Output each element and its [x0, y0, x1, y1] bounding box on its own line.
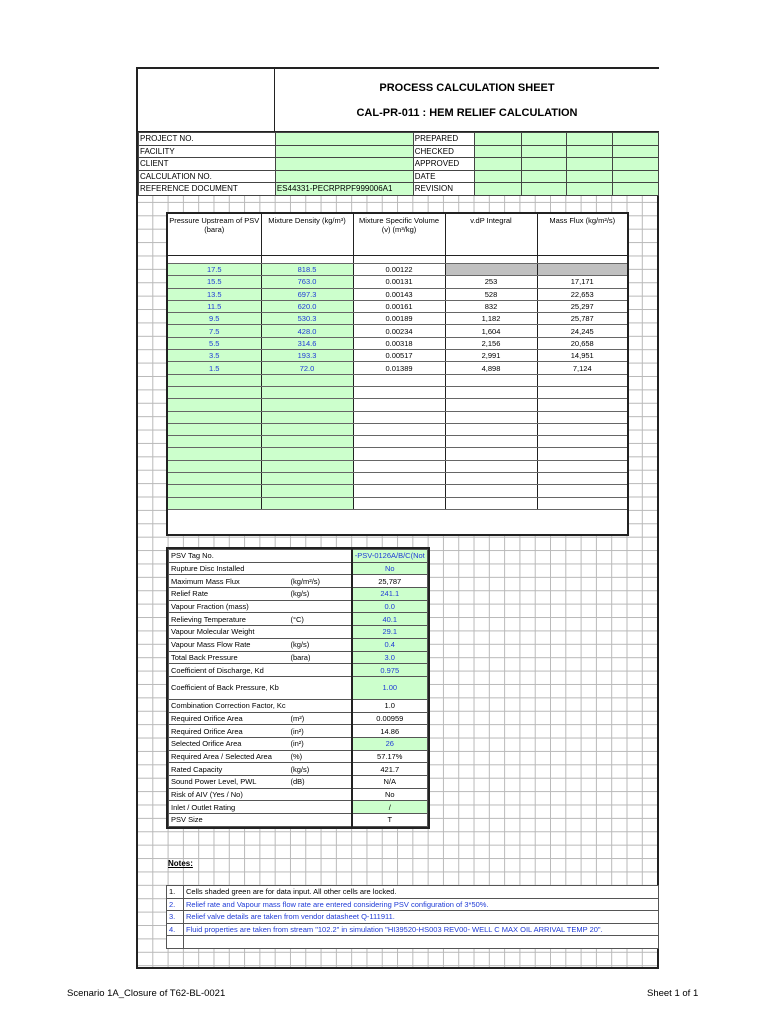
info-row	[139, 133, 659, 146]
empty-cell	[537, 436, 627, 448]
info-value[interactable]	[275, 170, 413, 183]
psv-label: Maximum Mass Flux	[169, 575, 289, 588]
table-cell: 0.00517	[353, 350, 445, 362]
psv-value[interactable]: 241.1	[352, 588, 428, 601]
table-cell[interactable]: 9.5	[168, 313, 261, 325]
info-label: CLIENT	[139, 158, 276, 171]
table-cell[interactable]: 763.0	[261, 276, 353, 288]
note-number: 2.	[167, 898, 184, 911]
info-value[interactable]	[275, 158, 413, 171]
info-input-cell[interactable]	[567, 145, 613, 158]
psv-unit	[288, 676, 351, 699]
psv-unit	[288, 600, 351, 613]
psv-label: Vapour Molecular Weight	[169, 626, 289, 639]
table-cell[interactable]: 5.5	[168, 337, 261, 349]
table-cell: 25,787	[537, 313, 627, 325]
info-right-label: PREPARED	[413, 133, 474, 146]
info-row	[139, 145, 659, 158]
spacer-cell	[261, 256, 353, 264]
info-row	[139, 170, 659, 183]
empty-cell	[537, 386, 627, 398]
info-value[interactable]	[275, 145, 413, 158]
table-cell: 0.00161	[353, 300, 445, 312]
calculation-sheet	[136, 67, 659, 969]
spacer-cell	[353, 256, 445, 264]
empty-row	[168, 473, 627, 485]
table-cell: 2,991	[445, 350, 537, 362]
table-cell[interactable]: 11.5	[168, 300, 261, 312]
empty-cell[interactable]	[261, 386, 353, 398]
info-input-cell[interactable]	[567, 158, 613, 171]
empty-cell[interactable]	[168, 374, 261, 386]
psv-value[interactable]: 40.1	[352, 613, 428, 626]
info-label: PROJECT NO.	[139, 133, 276, 146]
psv-row	[169, 664, 428, 677]
table-cell[interactable]: 13.5	[168, 288, 261, 300]
note-row	[167, 911, 659, 924]
column-header: Mixture Density (kg/m³)	[261, 214, 353, 256]
psv-row	[169, 750, 428, 763]
psv-unit	[288, 550, 351, 563]
psv-row	[169, 626, 428, 639]
note-row	[167, 886, 659, 899]
psv-label: Total Back Pressure	[169, 651, 289, 664]
note-text: Cells shaded green are for data input. All other cells are locked.	[184, 886, 659, 899]
note-row	[167, 898, 659, 911]
table-cell: 2,156	[445, 337, 537, 349]
table-cell[interactable]: 428.0	[261, 325, 353, 337]
info-input-cell[interactable]	[474, 183, 521, 196]
psv-value[interactable]: 0.0	[352, 600, 428, 613]
psv-label: Relief Rate	[169, 588, 289, 601]
empty-cell	[353, 473, 445, 485]
empty-cell	[445, 399, 537, 411]
table-cell	[445, 264, 537, 276]
psv-label: Required Orifice Area	[169, 725, 289, 738]
empty-cell[interactable]	[168, 411, 261, 423]
info-input-cell[interactable]	[613, 158, 659, 171]
psv-row	[169, 638, 428, 651]
psv-sizing-table	[166, 547, 430, 829]
psv-row	[169, 699, 428, 712]
table-cell: 1,182	[445, 313, 537, 325]
psv-value[interactable]: 0.4	[352, 638, 428, 651]
empty-cell[interactable]	[261, 399, 353, 411]
note-text: Fluid properties are taken from stream "102.2" in simulation "HI39520-HS003 REV00- WELL C MAX OIL ARRIVAL TEMP 20".	[184, 923, 659, 936]
sheet-subtitle: CAL-PR-011 : HEM RELIEF CALCULATION	[356, 107, 578, 119]
psv-unit: (dB)	[288, 776, 351, 789]
empty-cell	[445, 448, 537, 460]
empty-row	[168, 436, 627, 448]
empty-cell[interactable]	[168, 460, 261, 472]
empty-cell[interactable]	[261, 485, 353, 497]
table-cell: 0.00234	[353, 325, 445, 337]
empty-cell	[353, 399, 445, 411]
psv-unit: (kg/s)	[288, 763, 351, 776]
empty-row	[168, 374, 627, 386]
psv-value: 421.7	[352, 763, 428, 776]
column-header: Mass Flux (kg/m²/s)	[537, 214, 627, 256]
psv-unit: (m²)	[288, 712, 351, 725]
psv-label: Relieving Temperature	[169, 613, 289, 626]
psv-unit	[288, 699, 351, 712]
table-cell[interactable]: 620.0	[261, 300, 353, 312]
empty-cell	[445, 423, 537, 435]
psv-unit: (kg/s)	[288, 638, 351, 651]
psv-label: PSV Size	[169, 814, 289, 827]
psv-value[interactable]: 1.00	[352, 676, 428, 699]
info-input-cell[interactable]	[613, 145, 659, 158]
psv-label: Selected Orifice Area	[169, 737, 289, 750]
table-cell: 528	[445, 288, 537, 300]
psv-unit	[288, 788, 351, 801]
empty-row	[168, 485, 627, 497]
psv-value[interactable]: 29.1	[352, 626, 428, 639]
psv-row	[169, 788, 428, 801]
empty-row	[168, 399, 627, 411]
empty-cell	[353, 448, 445, 460]
empty-cell	[445, 485, 537, 497]
table-cell: 20,658	[537, 337, 627, 349]
psv-value[interactable]: -PSV-0126A/B/C(Not	[352, 550, 428, 563]
psv-value: No	[352, 788, 428, 801]
info-input-cell[interactable]	[474, 158, 521, 171]
table-row	[168, 288, 627, 300]
psv-value[interactable]: /	[352, 801, 428, 814]
table-cell[interactable]: 3.5	[168, 350, 261, 362]
psv-value: T	[352, 814, 428, 827]
info-input-cell[interactable]	[613, 133, 659, 146]
info-value[interactable]	[275, 133, 413, 146]
psv-row	[169, 651, 428, 664]
info-input-cell[interactable]	[521, 170, 567, 183]
notes-heading: Notes:	[168, 859, 193, 868]
info-label: CALCULATION NO.	[139, 170, 276, 183]
psv-value: 57.17%	[352, 750, 428, 763]
table-cell[interactable]: 17.5	[168, 264, 261, 276]
column-header: Pressure Upstream of PSV (bara)	[168, 214, 261, 256]
empty-cell	[445, 497, 537, 509]
empty-cell[interactable]	[168, 399, 261, 411]
empty-cell	[353, 485, 445, 497]
psv-label: Sound Power Level, PWL	[169, 776, 289, 789]
empty-cell	[445, 473, 537, 485]
psv-label: Combination Correction Factor, Kc	[169, 699, 289, 712]
empty-row	[168, 423, 627, 435]
psv-label: Coefficient of Back Pressure, Kb	[169, 676, 289, 699]
info-input-cell[interactable]	[567, 170, 613, 183]
info-input-cell[interactable]	[474, 145, 521, 158]
table-cell: 0.00122	[353, 264, 445, 276]
info-input-cell[interactable]	[567, 133, 613, 146]
info-right-label: REVISION	[413, 183, 474, 196]
table-cell[interactable]: 530.3	[261, 313, 353, 325]
note-row-empty	[167, 936, 659, 949]
empty-row	[168, 460, 627, 472]
empty-cell[interactable]	[168, 423, 261, 435]
empty-cell[interactable]	[168, 485, 261, 497]
empty-cell[interactable]	[168, 448, 261, 460]
psv-row	[169, 562, 428, 575]
psv-unit	[288, 626, 351, 639]
empty-row	[168, 386, 627, 398]
table-cell[interactable]: 1.5	[168, 362, 261, 374]
empty-cell	[353, 436, 445, 448]
table-cell[interactable]: 193.3	[261, 350, 353, 362]
info-value[interactable]: ES44331-PECRPRPF999006A1	[275, 183, 413, 196]
psv-label: Risk of AIV (Yes / No)	[169, 788, 289, 801]
psv-unit: (bara)	[288, 651, 351, 664]
table-row	[168, 337, 627, 349]
psv-unit: (in²)	[288, 737, 351, 750]
notes-table	[166, 885, 659, 949]
psv-label: PSV Tag No.	[169, 550, 289, 563]
psv-unit: (°C)	[288, 613, 351, 626]
empty-cell	[537, 485, 627, 497]
table-row	[168, 350, 627, 362]
empty-cell	[537, 423, 627, 435]
table-row	[168, 300, 627, 312]
psv-row	[169, 575, 428, 588]
empty-cell	[445, 386, 537, 398]
info-input-cell[interactable]	[613, 170, 659, 183]
table-cell: 1,604	[445, 325, 537, 337]
note-number: 1.	[167, 886, 184, 899]
info-right-label: APPROVED	[413, 158, 474, 171]
table-cell[interactable]: 314.6	[261, 337, 353, 349]
note-text: Relief rate and Vapour mass flow rate are entered considering PSV configuration of 3*50%.	[184, 898, 659, 911]
empty-cell	[537, 460, 627, 472]
psv-row	[169, 600, 428, 613]
note-text: Relief valve details are taken from vendor datasheet Q-111911.	[184, 911, 659, 924]
empty-cell	[537, 473, 627, 485]
table-cell[interactable]: 818.5	[261, 264, 353, 276]
info-input-cell[interactable]	[521, 145, 567, 158]
psv-label: Required Orifice Area	[169, 712, 289, 725]
psv-label: Rated Capacity	[169, 763, 289, 776]
table-cell: 4,898	[445, 362, 537, 374]
project-info-table	[138, 132, 659, 196]
info-right-label: DATE	[413, 170, 474, 183]
note-number	[167, 936, 184, 949]
table-row	[168, 276, 627, 288]
spacer-row	[168, 256, 627, 264]
table-cell: 0.01389	[353, 362, 445, 374]
empty-cell[interactable]	[261, 436, 353, 448]
empty-row	[168, 497, 627, 509]
table-cell[interactable]: 72.0	[261, 362, 353, 374]
info-row	[139, 183, 659, 196]
table-cell: 14,951	[537, 350, 627, 362]
psv-label: Coefficient of Discharge, Kd	[169, 664, 289, 677]
info-right-label: CHECKED	[413, 145, 474, 158]
table-cell: 0.00189	[353, 313, 445, 325]
psv-label: Vapour Mass Flow Rate	[169, 638, 289, 651]
psv-value: 25,787	[352, 575, 428, 588]
table-cell: 253	[445, 276, 537, 288]
psv-value[interactable]: No	[352, 562, 428, 575]
empty-cell[interactable]	[168, 436, 261, 448]
sheet-header	[275, 69, 659, 132]
psv-unit	[288, 801, 351, 814]
empty-cell	[537, 448, 627, 460]
psv-row	[169, 613, 428, 626]
psv-row	[169, 737, 428, 750]
table-cell[interactable]: 7.5	[168, 325, 261, 337]
empty-cell	[445, 411, 537, 423]
spacer-cell	[445, 256, 537, 264]
psv-row	[169, 676, 428, 699]
empty-cell[interactable]	[261, 448, 353, 460]
psv-row	[169, 725, 428, 738]
table-cell: 25,297	[537, 300, 627, 312]
empty-row	[168, 448, 627, 460]
psv-label: Inlet / Outlet Rating	[169, 801, 289, 814]
footer-scenario: Scenario 1A_Closure of T62-BL-0021	[67, 988, 226, 999]
info-input-cell[interactable]	[521, 158, 567, 171]
info-input-cell[interactable]	[567, 183, 613, 196]
psv-row	[169, 712, 428, 725]
empty-cell	[445, 374, 537, 386]
psv-value[interactable]: 3.0	[352, 651, 428, 664]
empty-cell	[445, 436, 537, 448]
info-input-cell[interactable]	[521, 183, 567, 196]
empty-cell	[537, 399, 627, 411]
column-header: Mixture Specific Volume (v) (m³/kg)	[353, 214, 445, 256]
table-cell: 0.00318	[353, 337, 445, 349]
empty-cell	[537, 374, 627, 386]
info-input-cell[interactable]	[613, 183, 659, 196]
empty-cell	[537, 411, 627, 423]
psv-row	[169, 814, 428, 827]
empty-cell[interactable]	[261, 423, 353, 435]
table-cell: 7,124	[537, 362, 627, 374]
note-number: 3.	[167, 911, 184, 924]
psv-value: N/A	[352, 776, 428, 789]
psv-unit	[288, 814, 351, 827]
psv-unit: (kg/m²/s)	[288, 575, 351, 588]
table-cell	[537, 264, 627, 276]
empty-cell[interactable]	[168, 386, 261, 398]
empty-cell[interactable]	[261, 460, 353, 472]
psv-unit: (kg/s)	[288, 588, 351, 601]
hem-data-table	[166, 212, 629, 536]
empty-cell	[353, 460, 445, 472]
info-label: REFERENCE DOCUMENT	[139, 183, 276, 196]
table-row	[168, 325, 627, 337]
table-cell[interactable]: 15.5	[168, 276, 261, 288]
empty-cell	[537, 497, 627, 509]
psv-value[interactable]: 0.975	[352, 664, 428, 677]
empty-cell[interactable]	[261, 497, 353, 509]
info-input-cell[interactable]	[521, 133, 567, 146]
empty-cell[interactable]	[261, 374, 353, 386]
table-cell[interactable]: 697.3	[261, 288, 353, 300]
table-cell: 24,245	[537, 325, 627, 337]
psv-unit: (%)	[288, 750, 351, 763]
footer-sheet-number: Sheet 1 of 1	[647, 988, 699, 999]
spacer-cell	[537, 256, 627, 264]
psv-value[interactable]: 26	[352, 737, 428, 750]
info-label: FACILITY	[139, 145, 276, 158]
psv-label: Vapour Fraction (mass)	[169, 600, 289, 613]
psv-unit	[288, 664, 351, 677]
empty-cell	[353, 411, 445, 423]
psv-label: Rupture Disc Installed	[169, 562, 289, 575]
empty-cell	[445, 460, 537, 472]
table-cell: 832	[445, 300, 537, 312]
note-text	[184, 936, 659, 949]
table-row	[168, 362, 627, 374]
empty-cell	[353, 423, 445, 435]
psv-label: Required Area / Selected Area	[169, 750, 289, 763]
empty-cell	[353, 497, 445, 509]
empty-cell[interactable]	[261, 473, 353, 485]
empty-row	[168, 411, 627, 423]
psv-row	[169, 801, 428, 814]
info-row	[139, 158, 659, 171]
table-cell: 22,653	[537, 288, 627, 300]
empty-cell	[353, 374, 445, 386]
psv-row	[169, 776, 428, 789]
psv-row	[169, 550, 428, 563]
empty-cell	[353, 386, 445, 398]
table-cell: 17,171	[537, 276, 627, 288]
empty-cell[interactable]	[168, 497, 261, 509]
psv-value: 0.00959	[352, 712, 428, 725]
table-cell: 0.00131	[353, 276, 445, 288]
info-input-cell[interactable]	[474, 133, 521, 146]
info-input-cell[interactable]	[474, 170, 521, 183]
table-row	[168, 313, 627, 325]
note-row	[167, 923, 659, 936]
empty-cell[interactable]	[168, 473, 261, 485]
table-row	[168, 264, 627, 276]
psv-value: 14.86	[352, 725, 428, 738]
psv-value: 1.0	[352, 699, 428, 712]
sheet-title: PROCESS CALCULATION SHEET	[379, 82, 555, 94]
table-cell: 0.00143	[353, 288, 445, 300]
column-header: v.dP Integral	[445, 214, 537, 256]
psv-unit: (in²)	[288, 725, 351, 738]
psv-row	[169, 588, 428, 601]
logo-box	[138, 69, 275, 132]
empty-cell[interactable]	[261, 411, 353, 423]
psv-unit	[288, 562, 351, 575]
spacer-cell	[168, 256, 261, 264]
psv-row	[169, 763, 428, 776]
note-number: 4.	[167, 923, 184, 936]
